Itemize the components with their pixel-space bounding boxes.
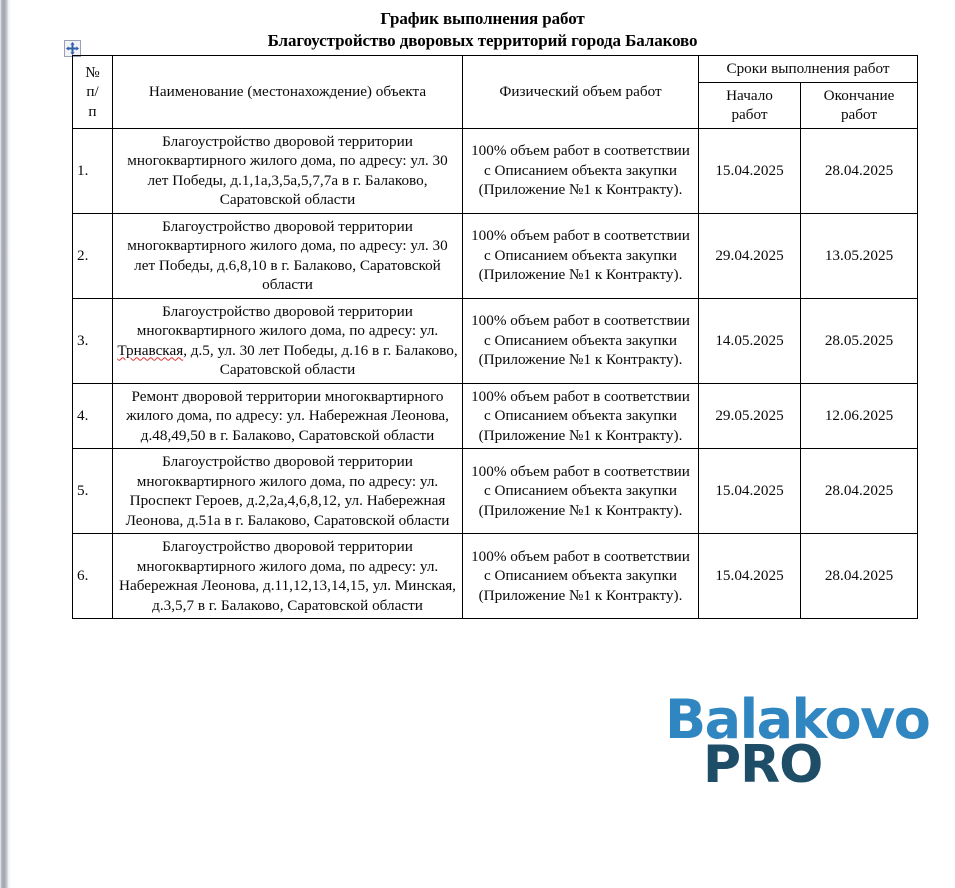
header-physical-volume: Физический объем работ <box>463 56 699 129</box>
row-end-date: 28.04.2025 <box>801 449 918 534</box>
row-volume: 100% объем работ в соответствии с Описанием объекта закупки (Приложение №1 к Контракту). <box>463 213 699 298</box>
row-start-date: 29.04.2025 <box>699 213 801 298</box>
header-end-line2: работ <box>840 106 878 123</box>
row-object-name: Благоустройство дворовой территории многоквартирного жилого дома, по адресу: ул. 30 лет Победы, д.6,8,10 в г. Балаково, Саратовской области <box>113 213 463 298</box>
document-page <box>10 0 955 888</box>
row-number: 4. <box>73 383 113 449</box>
header-start-line2: работ <box>731 106 768 123</box>
table-row <box>73 128 918 213</box>
row-number: 3. <box>73 298 113 383</box>
watermark-pro-text: PRO <box>703 735 823 795</box>
row-number: 1. <box>73 128 113 213</box>
row-name-part-2: , д.5, ул. 30 лет Победы, д.16 в г. Балаково, Саратовской области <box>183 341 458 378</box>
table-row <box>73 213 918 298</box>
row-number: 5. <box>73 449 113 534</box>
row-number: 2. <box>73 213 113 298</box>
page-title <box>10 0 955 52</box>
header-number <box>73 56 113 129</box>
row-start-date: 29.05.2025 <box>699 383 801 449</box>
row-end-date: 13.05.2025 <box>801 213 918 298</box>
row-number: 6. <box>73 534 113 619</box>
row-object-name: Благоустройство дворовой территории многоквартирного жилого дома, по адресу: ул. Проспект Героев, д.2,2а,4,6,8,12, ул. Набережная Леонова, д.51а в г. Балаково, Саратовской области <box>113 449 463 534</box>
row-object-name <box>113 298 463 383</box>
title-line-2: Благоустройство дворовых территорий города Балаково <box>267 31 698 50</box>
table-row <box>73 383 918 449</box>
header-number-line3: п <box>88 102 97 120</box>
watermark-balakovo-text: Balakovo <box>665 688 930 751</box>
schedule-table-wrapper <box>72 55 917 619</box>
row-start-date: 14.05.2025 <box>699 298 801 383</box>
row-end-date: 28.04.2025 <box>801 534 918 619</box>
header-object-name: Наименование (местонахождение) объекта <box>113 56 463 129</box>
row-volume: 100% объем работ в соответствии с Описанием объекта закупки (Приложение №1 к Контракту). <box>463 128 699 213</box>
row-start-date: 15.04.2025 <box>699 534 801 619</box>
works-schedule-table <box>72 55 918 619</box>
row-end-date: 12.06.2025 <box>801 383 918 449</box>
row-end-date: 28.04.2025 <box>801 128 918 213</box>
title-line-1: График выполнения работ <box>380 9 585 28</box>
row-end-date: 28.05.2025 <box>801 298 918 383</box>
row-volume: 100% объем работ в соответствии с Описанием объекта закупки (Приложение №1 к Контракту). <box>463 298 699 383</box>
table-row <box>73 534 918 619</box>
header-start-line1: Начало <box>726 86 773 104</box>
row-object-name: Благоустройство дворовой территории многоквартирного жилого дома, по адресу: ул. 30 лет Победы, д.1,1а,3,5а,5,7,7а в г. Балаково, Саратовской области <box>113 128 463 213</box>
header-end-date <box>801 82 918 128</box>
row-volume: 100% объем работ в соответствии с Описанием объекта закупки (Приложение №1 к Контракту). <box>463 383 699 449</box>
table-row <box>73 298 918 383</box>
header-number-line2: п/ <box>86 83 99 100</box>
header-number-line1: № <box>85 63 100 81</box>
header-terms: Сроки выполнения работ <box>699 56 918 83</box>
row-object-name: Благоустройство дворовой территории многоквартирного жилого дома, по адресу: ул. Набережная Леонова, д.11,12,13,14,15, ул. Минская, д.3,5,7 в г. Балаково, Саратовской области <box>113 534 463 619</box>
table-header-row-1 <box>73 56 918 83</box>
row-volume: 100% объем работ в соответствии с Описанием объекта закупки (Приложение №1 к Контракту). <box>463 449 699 534</box>
row-start-date: 15.04.2025 <box>699 449 801 534</box>
table-row <box>73 449 918 534</box>
row-name-misspelled-word: Трнавская <box>117 341 184 359</box>
page-edge-shadow <box>0 0 9 888</box>
row-name-part-1: Благоустройство дворовой территории многоквартирного жилого дома, по адресу: ул. <box>136 302 439 339</box>
header-start-date <box>699 82 801 128</box>
row-start-date: 15.04.2025 <box>699 128 801 213</box>
row-object-name: Ремонт дворовой территории многоквартирного жилого дома, по адресу: ул. Набережная Леонова, д.48,49,50 в г. Балаково, Саратовской области <box>113 383 463 449</box>
row-volume: 100% объем работ в соответствии с Описанием объекта закупки (Приложение №1 к Контракту). <box>463 534 699 619</box>
header-end-line1: Окончание <box>823 86 895 104</box>
balakovo-pro-watermark <box>665 688 930 795</box>
